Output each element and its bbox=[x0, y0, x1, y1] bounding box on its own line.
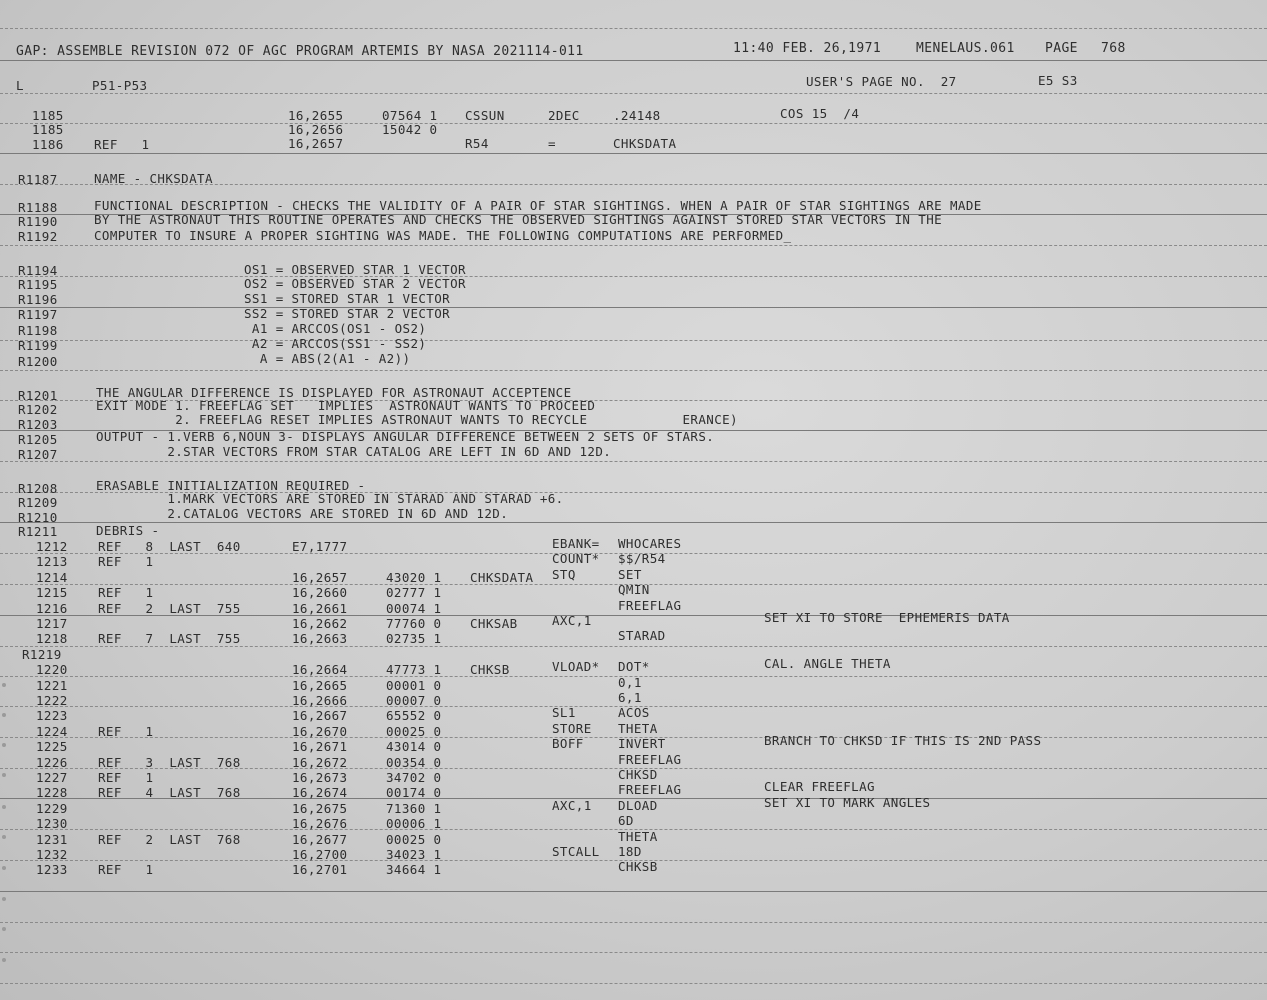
line-number: R1199 bbox=[18, 338, 58, 353]
octal-word: 15042 0 bbox=[382, 122, 438, 137]
opcode: = bbox=[548, 136, 556, 151]
ref: REF 3 LAST 768 bbox=[98, 754, 241, 770]
octal-word: 00001 0 bbox=[386, 677, 442, 693]
operand: ACOS bbox=[618, 705, 650, 721]
ref: REF 1 bbox=[98, 723, 154, 739]
routine-name: NAME - CHKSDATA bbox=[94, 171, 213, 186]
feed-hole bbox=[2, 927, 6, 931]
note-text: THE ANGULAR DIFFERENCE IS DISPLAYED FOR ASTRONAUT ACCEPTENCE bbox=[96, 385, 572, 400]
line-number: 1231 bbox=[36, 831, 68, 847]
address: 16,2664 bbox=[292, 662, 348, 678]
paper-rule bbox=[0, 245, 1267, 246]
paper-rule bbox=[0, 461, 1267, 462]
operand: .24148 bbox=[613, 108, 661, 123]
paper-rule bbox=[0, 28, 1267, 29]
line-number: 1222 bbox=[36, 693, 68, 708]
erasable-text: DEBRIS - bbox=[96, 523, 160, 538]
paper-rule bbox=[0, 522, 1267, 523]
definition-text: OS1 = OBSERVED STAR 1 VECTOR bbox=[244, 262, 466, 277]
octal-word: 00174 0 bbox=[386, 785, 442, 801]
ref: REF 1 bbox=[98, 585, 154, 601]
line-number: R1192 bbox=[18, 229, 58, 244]
paper-rule bbox=[0, 276, 1267, 277]
opcode: SL1 bbox=[552, 705, 576, 721]
operand: THETA bbox=[618, 720, 658, 736]
feed-hole bbox=[2, 743, 6, 747]
paper-rule bbox=[0, 307, 1267, 308]
paper-rule bbox=[0, 340, 1267, 341]
opcode: STCALL bbox=[552, 844, 600, 859]
line-number: R1195 bbox=[18, 277, 58, 292]
label: CHKSDATA bbox=[470, 569, 534, 585]
ref: REF 1 bbox=[98, 554, 154, 570]
line-number: 1217 bbox=[36, 616, 68, 631]
definition-text: SS1 = STORED STAR 1 VECTOR bbox=[244, 291, 451, 306]
paper-rule bbox=[0, 60, 1267, 61]
header-user: MENELAUS.061 bbox=[916, 41, 1015, 56]
line-number: R1201 bbox=[18, 388, 58, 403]
line-number: R1208 bbox=[18, 481, 58, 496]
octal-word: 02777 1 bbox=[386, 585, 442, 601]
paper-rule bbox=[0, 93, 1267, 94]
description-text: FUNCTIONAL DESCRIPTION - CHECKS THE VALIDITY OF A PAIR OF STAR SIGHTINGS. WHEN A PAIR OF STAR SIGHTINGS ARE MADE bbox=[94, 198, 982, 213]
label: CSSUN bbox=[465, 108, 505, 123]
address: 16,2656 bbox=[288, 122, 344, 137]
address: 16,2676 bbox=[292, 816, 348, 832]
definition-text: A2 = ARCCOS(SS1 - SS2) bbox=[244, 336, 427, 351]
comment: SET XI TO STORE EPHEMERIS DATA bbox=[764, 610, 1010, 625]
line-number: 1225 bbox=[36, 739, 68, 755]
paper-rule bbox=[0, 153, 1267, 154]
address: 16,2657 bbox=[292, 569, 348, 585]
octal-word: 71360 1 bbox=[386, 800, 442, 816]
line-number: 1214 bbox=[36, 569, 68, 585]
address: 16,2673 bbox=[292, 770, 348, 785]
description-text: COMPUTER TO INSURE A PROPER SIGHTING WAS MADE. THE FOLLOWING COMPUTATIONS ARE PERFORMED_ bbox=[94, 228, 792, 243]
address: 16,2663 bbox=[292, 631, 348, 647]
operand: INVERT bbox=[618, 736, 666, 752]
line-number: 1227 bbox=[36, 770, 68, 785]
address: 16,2674 bbox=[292, 785, 348, 801]
ref: REF 4 LAST 768 bbox=[98, 785, 241, 801]
octal-word: 00025 0 bbox=[386, 723, 442, 739]
address: 16,2675 bbox=[292, 800, 348, 816]
label: CHKSAB bbox=[470, 616, 518, 631]
feed-hole bbox=[2, 713, 6, 717]
paper-rule bbox=[0, 646, 1267, 647]
operand: CHKSD bbox=[618, 767, 658, 782]
line-number: 1218 bbox=[36, 631, 68, 647]
note-text: 2.STAR VECTORS FROM STAR CATALOG ARE LEFT IN 6D AND 12D. bbox=[96, 444, 612, 459]
definition-text: OS2 = OBSERVED STAR 2 VECTOR bbox=[244, 276, 466, 291]
address: 16,2655 bbox=[288, 108, 344, 123]
comment: CLEAR FREEFLAG bbox=[764, 779, 875, 795]
paper-rule bbox=[0, 891, 1267, 892]
line-number: R1198 bbox=[18, 323, 58, 338]
line-number: R1196 bbox=[18, 292, 58, 307]
comment: CAL. ANGLE THETA bbox=[764, 656, 891, 672]
operand: SET bbox=[618, 566, 642, 582]
octal-word: 00007 0 bbox=[386, 693, 442, 708]
feed-hole bbox=[2, 773, 6, 777]
definition-text: SS2 = STORED STAR 2 VECTOR bbox=[244, 306, 451, 321]
ref: REF 2 LAST 755 bbox=[98, 600, 241, 616]
octal-word: 43014 0 bbox=[386, 739, 442, 755]
line-number: 1228 bbox=[36, 785, 68, 801]
note-text: OUTPUT - 1.VERB 6,NOUN 3- DISPLAYS ANGULAR DIFFERENCE BETWEEN 2 SETS OF STARS. bbox=[96, 429, 715, 444]
line-number: 1233 bbox=[36, 862, 68, 878]
octal-word: 43020 1 bbox=[386, 569, 442, 585]
line-number: 1213 bbox=[36, 554, 68, 570]
address: 16,2657 bbox=[288, 136, 344, 151]
opcode: VLOAD* bbox=[552, 659, 600, 675]
feed-hole bbox=[2, 683, 6, 687]
octal-word: 34702 0 bbox=[386, 770, 442, 785]
definition-text: A1 = ARCCOS(OS1 - OS2) bbox=[244, 321, 427, 336]
opcode: AXC,1 bbox=[552, 613, 592, 628]
operand: CHKSDATA bbox=[613, 136, 677, 151]
line-number: 1230 bbox=[36, 816, 68, 832]
line-number: R1210 bbox=[18, 510, 58, 525]
address: 16,2666 bbox=[292, 693, 348, 708]
comment: COS 15 /4 bbox=[780, 106, 860, 121]
line-number: R1197 bbox=[18, 307, 58, 322]
line-number: 1212 bbox=[36, 539, 68, 554]
opcode: STORE bbox=[552, 720, 592, 736]
octal-word: 00025 0 bbox=[386, 831, 442, 847]
note-text: 2. FREEFLAG RESET IMPLIES ASTRONAUT WANTS TO RECYCLE ERANCE) bbox=[96, 412, 738, 427]
ref: REF 1 bbox=[98, 770, 154, 785]
operand: $$/R54 bbox=[618, 551, 666, 567]
comment: BRANCH TO CHKSD IF THIS IS 2ND PASS bbox=[764, 733, 1042, 749]
line-number: R1194 bbox=[18, 263, 58, 278]
line-number: 1221 bbox=[36, 677, 68, 693]
paper-rule bbox=[0, 123, 1267, 124]
line-number: 1226 bbox=[36, 754, 68, 770]
operand: CHKSB bbox=[618, 859, 658, 875]
line-number: 1232 bbox=[36, 847, 68, 862]
address: 16,2700 bbox=[292, 847, 348, 862]
address: 16,2660 bbox=[292, 585, 348, 601]
line-number: R1203 bbox=[18, 417, 58, 432]
subheader-code: E5 S3 bbox=[1038, 73, 1078, 88]
definition-text: A = ABS(2(A1 - A2)) bbox=[244, 351, 411, 366]
paper-rule bbox=[0, 983, 1267, 984]
operand: 6D bbox=[618, 813, 634, 829]
line-number: 1186 bbox=[32, 137, 64, 152]
opcode: COUNT* bbox=[552, 551, 600, 567]
paper-rule bbox=[0, 922, 1267, 923]
users-page-number: USER'S PAGE NO. 27 bbox=[806, 74, 957, 89]
line-number: R1219 bbox=[22, 646, 62, 662]
operand: DLOAD bbox=[618, 797, 658, 813]
operand: QMIN bbox=[618, 582, 650, 598]
ref: REF 2 LAST 768 bbox=[98, 831, 241, 847]
header-title: GAP: ASSEMBLE REVISION 072 OF AGC PROGRAM ARTEMIS BY NASA 2021114-011 bbox=[16, 44, 584, 59]
operand: 18D bbox=[618, 844, 642, 859]
line-number: 1224 bbox=[36, 723, 68, 739]
line-number: R1190 bbox=[18, 214, 58, 229]
paper-rule bbox=[0, 370, 1267, 371]
line-number: 1220 bbox=[36, 662, 68, 678]
opcode: 2DEC bbox=[548, 108, 580, 123]
octal-word: 00354 0 bbox=[386, 754, 442, 770]
erasable-text: ERASABLE INITIALIZATION REQUIRED - bbox=[96, 478, 366, 493]
opcode: AXC,1 bbox=[552, 797, 592, 813]
feed-hole bbox=[2, 897, 6, 901]
address: 16,2661 bbox=[292, 600, 348, 616]
operand: STARAD bbox=[618, 628, 666, 644]
erasable-text: 1.MARK VECTORS ARE STORED IN STARAD AND STARAD +6. bbox=[96, 491, 564, 506]
subheader-section: P51-P53 bbox=[92, 78, 148, 93]
address: 16,2677 bbox=[292, 831, 348, 847]
feed-hole bbox=[2, 805, 6, 809]
address: E7,1777 bbox=[292, 539, 348, 554]
line-number: 1185 bbox=[32, 108, 64, 123]
operand: WHOCARES bbox=[618, 536, 682, 551]
operand: DOT* bbox=[618, 659, 650, 675]
operand: FREEFLAG bbox=[618, 751, 682, 767]
operand: 6,1 bbox=[618, 690, 642, 705]
line-number: 1215 bbox=[36, 585, 68, 601]
octal-word: 07564 1 bbox=[382, 108, 438, 123]
line-number: R1200 bbox=[18, 354, 58, 369]
ref: REF 8 LAST 640 bbox=[98, 539, 241, 554]
octal-word: 47773 1 bbox=[386, 662, 442, 678]
octal-word: 00074 1 bbox=[386, 600, 442, 616]
line-number: R1211 bbox=[18, 524, 58, 539]
note-text: EXIT MODE 1. FREEFLAG SET IMPLIES ASTRONAUT WANTS TO PROCEED bbox=[96, 398, 596, 413]
line-number: R1209 bbox=[18, 495, 58, 510]
address: 16,2670 bbox=[292, 723, 348, 739]
address: 16,2667 bbox=[292, 708, 348, 724]
line-number: 1229 bbox=[36, 800, 68, 816]
line-number: R1202 bbox=[18, 402, 58, 417]
subheader-left: L bbox=[16, 78, 24, 93]
line-number: 1216 bbox=[36, 600, 68, 616]
ref: REF 1 bbox=[98, 862, 154, 878]
line-number: 1223 bbox=[36, 708, 68, 724]
feed-hole bbox=[2, 958, 6, 962]
feed-hole bbox=[2, 835, 6, 839]
octal-word: 34023 1 bbox=[386, 847, 442, 862]
address: 16,2671 bbox=[292, 739, 348, 755]
ref: REF 1 bbox=[94, 137, 150, 152]
octal-word: 77760 0 bbox=[386, 616, 442, 631]
line-number: R1188 bbox=[18, 200, 58, 215]
line-number: R1187 bbox=[18, 172, 58, 187]
paper-rule bbox=[0, 952, 1267, 953]
feed-hole bbox=[2, 866, 6, 870]
operand: FREEFLAG bbox=[618, 597, 682, 613]
opcode: STQ bbox=[552, 566, 576, 582]
erasable-text: 2.CATALOG VECTORS ARE STORED IN 6D AND 12D. bbox=[96, 506, 509, 521]
ref: REF 7 LAST 755 bbox=[98, 631, 241, 647]
line-number: R1205 bbox=[18, 432, 58, 447]
header-page-label: PAGE bbox=[1045, 41, 1078, 56]
operand: FREEFLAG bbox=[618, 782, 682, 798]
octal-word: 00006 1 bbox=[386, 816, 442, 832]
label: CHKSB bbox=[470, 662, 510, 678]
line-number: 1185 bbox=[32, 122, 64, 137]
comment: SET XI TO MARK ANGLES bbox=[764, 794, 931, 810]
address: 16,2672 bbox=[292, 754, 348, 770]
opcode: BOFF bbox=[552, 736, 584, 752]
line-number: R1207 bbox=[18, 447, 58, 462]
header-timestamp: 11:40 FEB. 26,1971 bbox=[733, 41, 882, 56]
label: R54 bbox=[465, 136, 489, 151]
header-page-number: 768 bbox=[1101, 41, 1126, 56]
octal-word: 02735 1 bbox=[386, 631, 442, 647]
octal-word: 65552 0 bbox=[386, 708, 442, 724]
address: 16,2665 bbox=[292, 677, 348, 693]
opcode: EBANK= bbox=[552, 536, 600, 551]
address: 16,2662 bbox=[292, 616, 348, 631]
operand: THETA bbox=[618, 828, 658, 844]
address: 16,2701 bbox=[292, 862, 348, 878]
octal-word: 34664 1 bbox=[386, 862, 442, 878]
operand: 0,1 bbox=[618, 674, 642, 690]
description-text: BY THE ASTRONAUT THIS ROUTINE OPERATES AND CHECKS THE OBSERVED SIGHTINGS AGAINST STORED STAR VECTORS IN THE bbox=[94, 212, 943, 227]
